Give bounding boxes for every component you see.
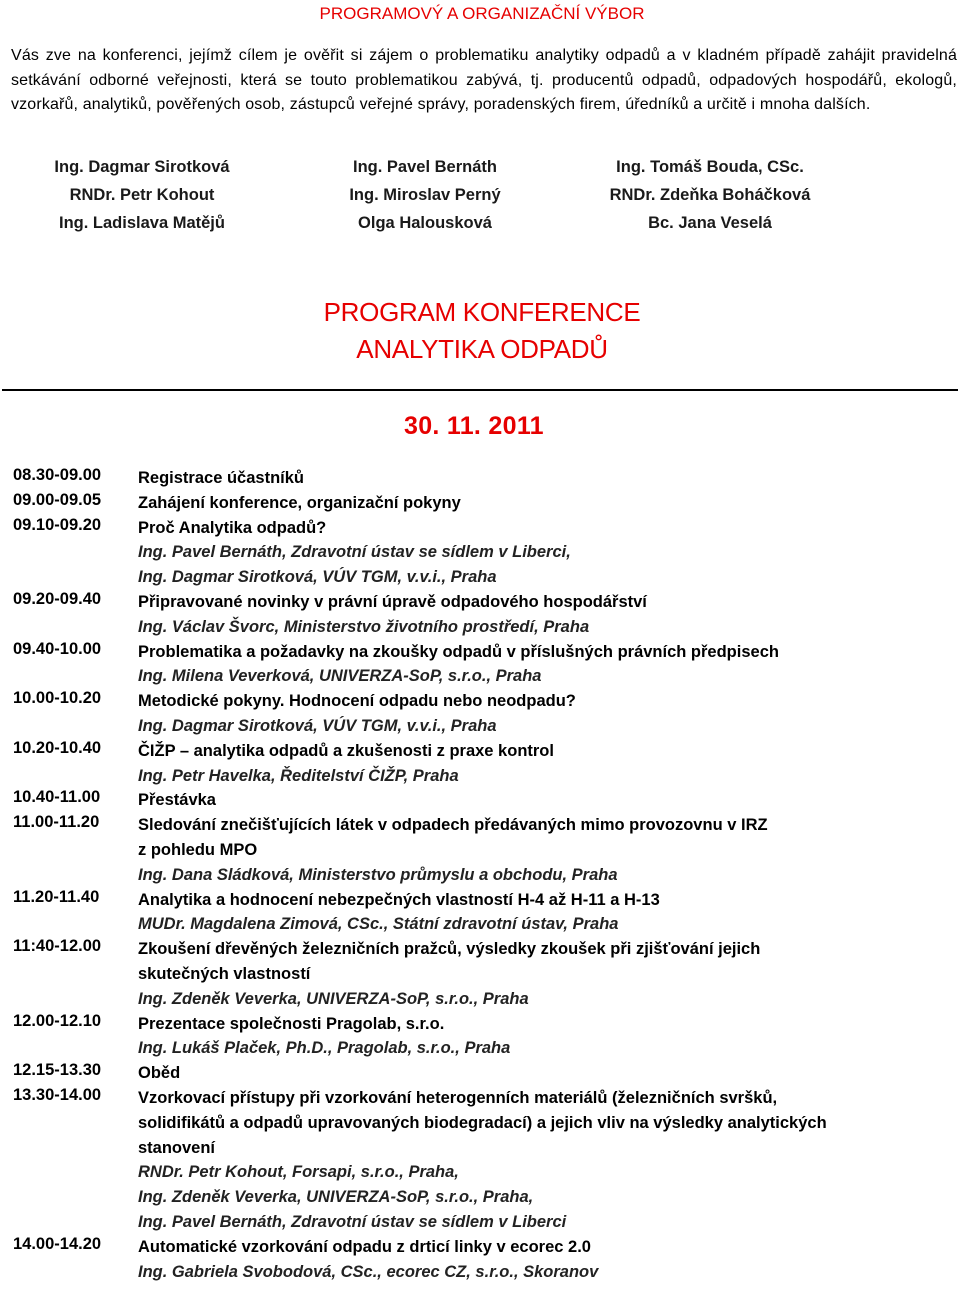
intro-paragraph: Vás zve na konferenci, jejímž cílem je ověřit si zájem o problematiku analytiky odpadů a v kladném případě zahájit pravidelná setkávání odborné veřejnosti, která se touto problematikou zabývá, tj. producentů odpadů, odpadových hospodářů, ekologů, vzorkařů, analytiků, pověřených osob, zástupců veřejné správy, poradenských firem, úředníků a určitě i mnoha dalších. (11, 47, 957, 113)
conference-date: 30. 11. 2011 (404, 412, 544, 440)
program-speaker: RNDr. Petr Kohout, Forsapi, s.r.o., Praha, (138, 1163, 459, 1182)
conference-title-line-1: PROGRAM KONFERENCE (323, 297, 641, 327)
program-time: 12.00-12.10 (13, 1011, 102, 1030)
committee-member: Ing. Pavel Bernáth (353, 158, 497, 176)
program-time: 11:40-12.00 (13, 937, 102, 956)
program-speaker: Ing. Zdeněk Veverka, UNIVERZA-SoP, s.r.o., Praha (138, 989, 529, 1008)
program-time: 10.20-10.40 (13, 738, 102, 757)
program-item (13, 813, 953, 887)
program-time: 08.30-09.00 (13, 466, 102, 484)
program-speaker: Ing. Pavel Bernáth, Zdravotní ústav se sídlem v Liberci, (138, 543, 571, 562)
program-time: 10.00-10.20 (13, 689, 102, 708)
program-title: solidifikátů a odpadů upravovaných biodegradací) a jejich vliv na výsledky analytických (138, 1113, 827, 1132)
program-body (138, 1061, 953, 1086)
committee-row (0, 186, 960, 214)
program-item (13, 640, 953, 690)
program-body (138, 788, 953, 813)
program-body (138, 689, 953, 739)
program-time: 09.10-09.20 (13, 515, 102, 534)
program-item (13, 491, 953, 516)
program-body (138, 1012, 953, 1062)
committee-member: Olga Halousková (358, 214, 492, 232)
program-speaker: MUDr. Magdalena Zimová, CSc., Státní zdravotní ústav, Praha (138, 915, 619, 934)
program-item (13, 1012, 953, 1062)
program-title: Vzorkovací přístupy při vzorkování heterogenních materiálů (železničních svršků, (138, 1088, 778, 1107)
program-time: 11.00-11.20 (13, 813, 100, 832)
program-title: Metodické pokyny. Hodnocení odpadu nebo neodpadu? (138, 692, 576, 711)
committee-member: Ing. Dagmar Sirotková (54, 158, 230, 176)
program-title: Zahájení konference, organizační pokyny (138, 493, 461, 512)
program-speaker: Ing. Dana Sládková, Ministerstvo průmyslu a obchodu, Praha (138, 865, 618, 884)
program-item (13, 689, 953, 739)
program-title: Proč Analytika odpadů? (138, 518, 327, 537)
program-time: 14.00-14.20 (13, 1234, 102, 1253)
program-body (138, 590, 953, 640)
program-body (138, 640, 953, 690)
program-item (13, 1086, 953, 1235)
program-time: 09.20-09.40 (13, 589, 102, 608)
program-item (13, 888, 953, 938)
program-speaker: Ing. Milena Veverková, UNIVERZA-SoP, s.r.o., Praha (138, 667, 542, 686)
program-item (13, 1061, 953, 1086)
committee-member: RNDr. Zdeňka Boháčková (609, 186, 811, 204)
conference-title-line-2: ANALYTIKA ODPADŮ (356, 334, 608, 364)
program-speaker: Ing. Václav Švorc, Ministerstvo životního prostředí, Praha (138, 617, 590, 636)
committee-member: Bc. Jana Veselá (648, 214, 772, 232)
conference-title (0, 294, 960, 368)
program-speaker: Ing. Pavel Bernáth, Zdravotní ústav se sídlem v Liberci (138, 1212, 567, 1231)
program-speaker: Ing. Dagmar Sirotková, VÚV TGM, v.v.i., Praha (138, 716, 497, 735)
program-title: Prezentace společnosti Pragolab, s.r.o. (138, 1014, 445, 1033)
program-speaker: Ing. Zdeněk Veverka, UNIVERZA-SoP, s.r.o., Praha, (138, 1188, 534, 1207)
program-body (138, 813, 953, 887)
program-time: 11.20-11.40 (13, 887, 100, 906)
program-title: z pohledu MPO (138, 840, 258, 859)
program-body (138, 491, 953, 516)
program-body (138, 1235, 953, 1285)
program-item (13, 788, 953, 813)
program-item (13, 739, 953, 789)
committee-member: Ing. Tomáš Bouda, CSc. (616, 158, 804, 176)
committee-member: Ing. Ladislava Matějů (59, 214, 225, 232)
committee-member: RNDr. Petr Kohout (69, 186, 215, 204)
program-body (138, 1086, 953, 1235)
program-time: 09.00-09.05 (13, 490, 102, 509)
program-item (13, 466, 953, 491)
program-time: 12.15-13.30 (13, 1061, 102, 1080)
program-title: Oběd (138, 1064, 181, 1083)
program-title: Přestávka (138, 791, 216, 810)
committee-member: Ing. Miroslav Perný (349, 186, 501, 204)
program-speaker: Ing. Lukáš Plaček, Ph.D., Pragolab, s.r.o., Praha (138, 1039, 511, 1058)
program-title: ČIŽP – analytika odpadů a zkušenosti z praxe kontrol (138, 741, 554, 760)
program-item (13, 937, 953, 1011)
program-speaker: Ing. Gabriela Svobodová, CSc., ecorec CZ, s.r.o., Skoranov (138, 1262, 599, 1281)
program-time: 09.40-10.00 (13, 639, 102, 658)
program-body (138, 937, 953, 1011)
program-body (138, 739, 953, 789)
program-item (13, 516, 953, 590)
program-title: Sledování znečišťujících látek v odpadech předávaných mimo provozovnu v IRZ (138, 816, 768, 835)
program-title: stanovení (138, 1138, 216, 1157)
divider (2, 389, 958, 391)
program-time: 13.30-14.00 (13, 1085, 102, 1104)
program-body (138, 466, 953, 491)
program-title: Registrace účastníků (138, 469, 304, 487)
committee-row (0, 158, 960, 186)
program-title: Analytika a hodnocení nebezpečných vlastností H-4 až H-11 a H-13 (138, 890, 660, 909)
program-schedule (13, 466, 953, 1284)
program-title: Připravované novinky v právní úpravě odpadového hospodářství (138, 592, 647, 611)
program-speaker: Ing. Petr Havelka, Ředitelství ČIŽP, Praha (138, 766, 459, 785)
committee-row (0, 214, 960, 242)
program-title: Problematika a požadavky na zkoušky odpadů v příslušných právních předpisech (138, 642, 779, 661)
committee-members (0, 158, 960, 242)
program-title: skutečných vlastností (138, 964, 311, 983)
program-speaker: Ing. Dagmar Sirotková, VÚV TGM, v.v.i., Praha (138, 568, 497, 587)
program-item (13, 590, 953, 640)
program-item (13, 1235, 953, 1285)
program-title: Zkoušení dřevěných železničních pražců, výsledky zkoušek při zjišťování jejich (138, 940, 761, 959)
committee-title: PROGRAMOVÝ A ORGANIZAČNÍ VÝBOR (319, 4, 645, 23)
program-body (138, 888, 953, 938)
program-body (138, 516, 953, 590)
program-title: Automatické vzorkování odpadu z drticí linky v ecorec 2.0 (138, 1237, 591, 1256)
program-time: 10.40-11.00 (13, 788, 101, 807)
